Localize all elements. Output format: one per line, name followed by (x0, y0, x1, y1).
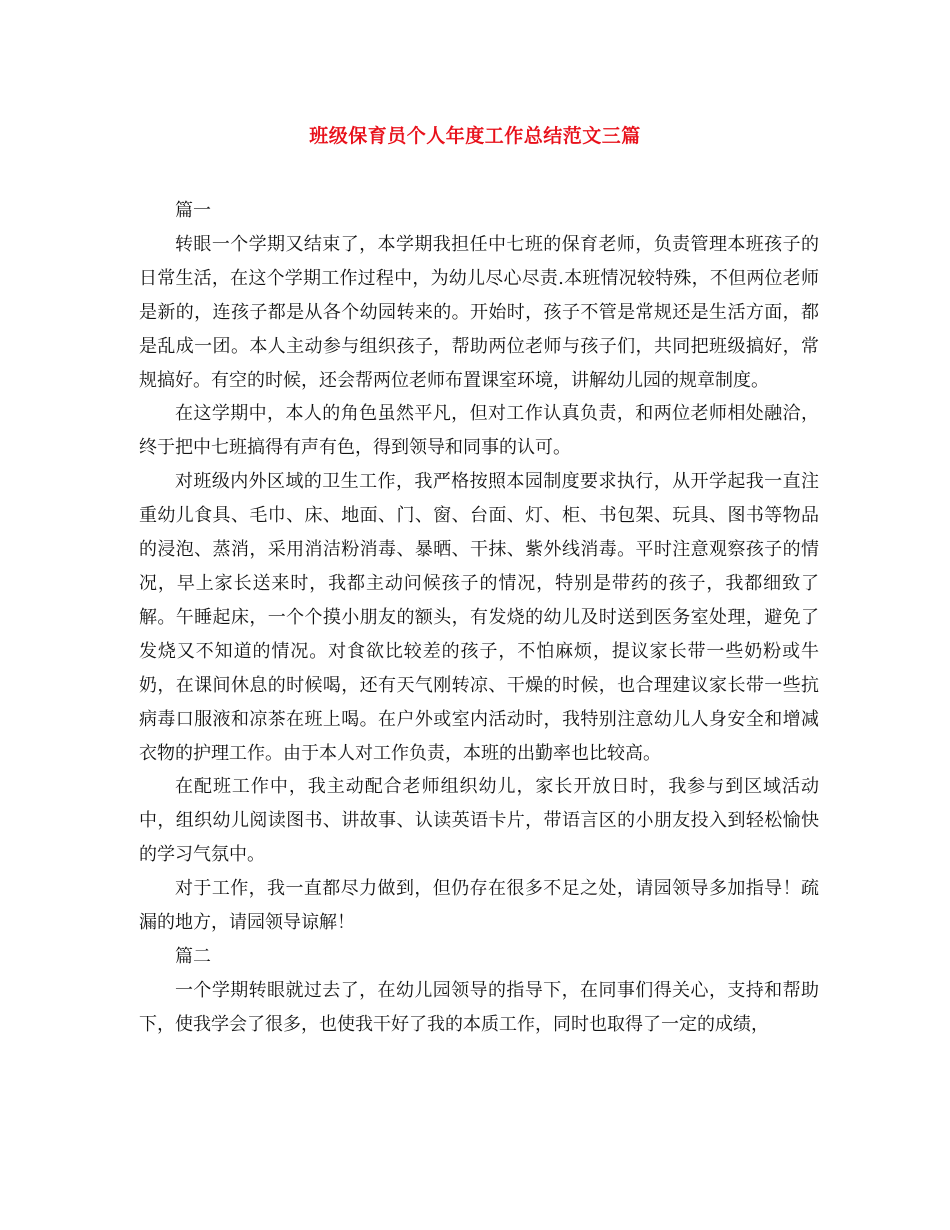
paragraph: 在配班工作中，我主动配合老师组织幼儿，家长开放日时，我参与到区域活动中，组织幼儿阅读图书、讲故事、认读英语卡片，带语言区的小朋友投入到轻松愉快的学习气氛中。 (139, 776, 819, 866)
paragraph: 转眼一个学期又结束了，本学期我担任中七班的保育老师，负责管理本班孩子的日常生活，在这个学期工作过程中，为幼儿尽心尽责.本班情况较特殊，不但两位老师是新的，连孩子都是从各个幼园转来的。开始时，孩子不管是常规还是生活方面，都是乱成一团。本人主动参与组织孩子，帮助两位老师与孩子们，共同把班级搞好，常规搞好。有空的时候，还会帮两位老师布置课室环境，讲解幼儿园的规章制度。 (139, 233, 819, 391)
paragraph: 在这学期中，本人的角色虽然平凡，但对工作认真负责，和两位老师相处融洽，终于把中七班搞得有声有色，得到领导和同事的认可。 (139, 403, 819, 459)
document-body (139, 194, 819, 1042)
paragraph: 对于工作，我一直都尽力做到，但仍存在很多不足之处，请园领导多加指导！疏漏的地方，请园领导谅解！ (139, 878, 819, 934)
paragraph: 对班级内外区域的卫生工作，我严格按照本园制度要求执行，从开学起我一直注重幼儿食具、毛巾、床、地面、门、窗、台面、灯、柜、书包架、玩具、图书等物品的浸泡、蒸消，采用消洁粉消毒、暴晒、干抹、紫外线消毒。平时注意观察孩子的情况，早上家长送来时，我都主动问候孩子的情况，特别是带药的孩子，我都细致了解。午睡起床，一个个摸小朋友的额头，有发烧的幼儿及时送到医务室处理，避免了发烧又不知道的情况。对食欲比较差的孩子，不怕麻烦，提议家长带一些奶粉或牛奶，在课间休息的时候喝，还有天气刚转凉、干燥的时候，也合理建议家长带一些抗病毒口服液和凉茶在班上喝。在户外或室内活动时，我特别注意幼儿人身安全和增减衣物的护理工作。由于本人对工作负责，本班的出勤率也比较高。 (139, 471, 819, 764)
section-heading: 篇二 (175, 945, 211, 967)
section-heading: 篇一 (175, 200, 211, 221)
paragraph: 一个学期转眼就过去了，在幼儿园领导的指导下，在同事们得关心，支持和帮助下，使我学会了很多，也使我干好了我的本质工作，同时也取得了一定的成绩， (139, 979, 819, 1035)
document-title: 班级保育员个人年度工作总结范文三篇 (309, 125, 641, 147)
